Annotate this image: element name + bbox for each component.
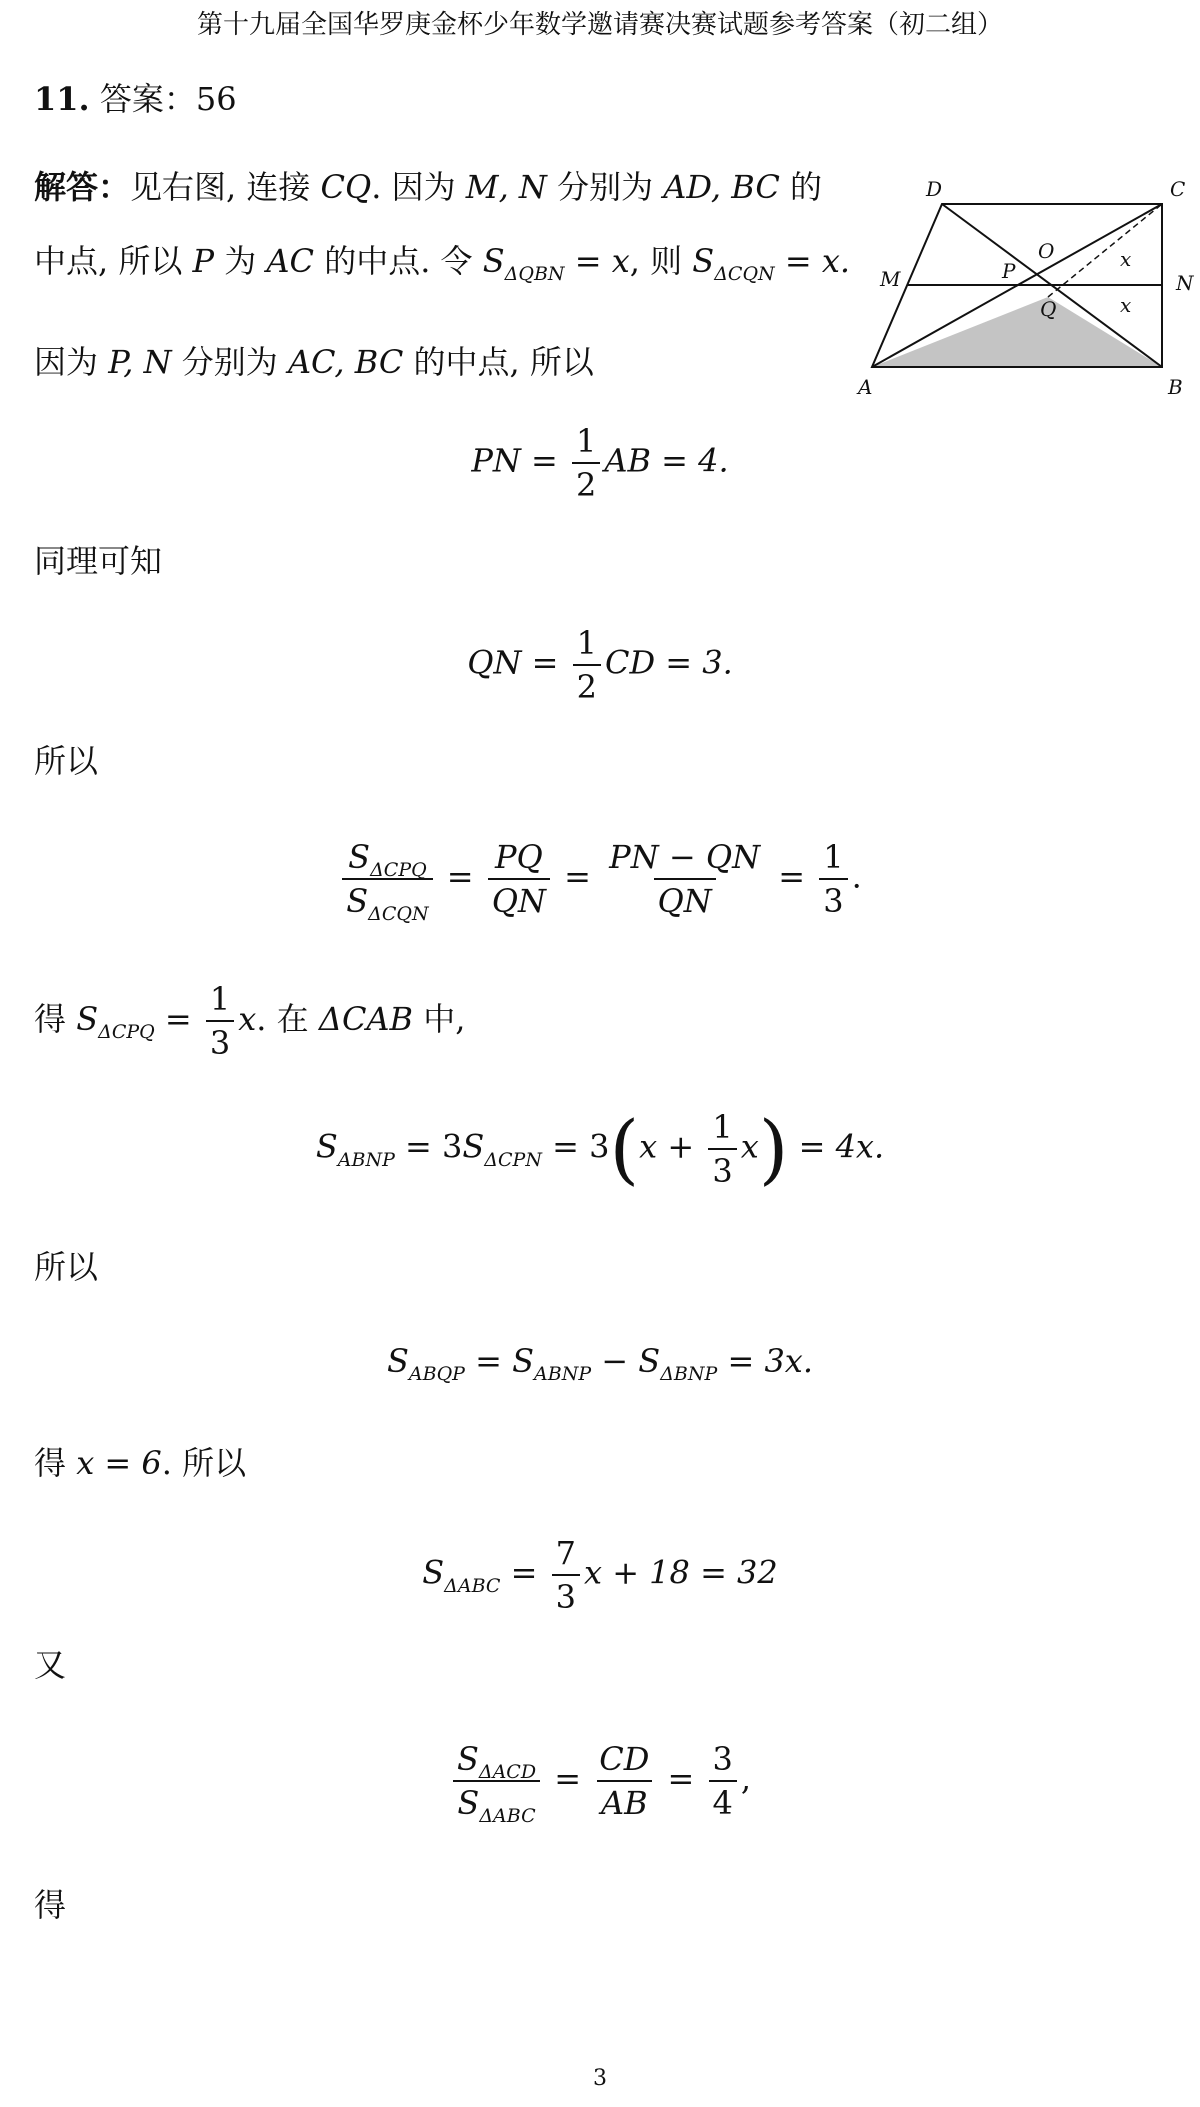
eq-text: .: [851, 857, 862, 896]
denominator: 3: [206, 1020, 234, 1062]
fraction: [453, 1740, 540, 1827]
text: CQ: [320, 168, 372, 206]
text: S: [482, 242, 505, 280]
text: =: [154, 999, 202, 1038]
dashed-cq: [1048, 204, 1162, 297]
text: . 因为: [371, 168, 466, 206]
problem-number: 11.: [34, 80, 90, 118]
numerator: 7: [555, 1534, 576, 1572]
page-header: 第十九届全国华罗庚金杯少年数学邀请赛决赛试题参考答案（初二组）: [196, 10, 1003, 40]
eq-text: x +: [639, 1127, 705, 1166]
equation-sabc: [0, 1534, 1200, 1616]
label-b: B: [1168, 375, 1183, 399]
denominator: AB: [597, 1780, 652, 1822]
label-p: P: [1002, 259, 1016, 283]
text: , 则: [629, 242, 693, 280]
eq-text: S: [512, 1342, 535, 1380]
fraction: [709, 1740, 737, 1822]
eq-text: =: [436, 857, 484, 896]
eq-text: = 3: [541, 1127, 610, 1166]
eq-text: S: [422, 1553, 445, 1592]
fraction: [342, 838, 432, 925]
fraction: [572, 422, 600, 504]
text: 的中点. 令: [314, 242, 483, 280]
denominator: QN: [488, 878, 550, 920]
subscript: ΔCPQ: [370, 859, 427, 881]
trapezoid-figure: [850, 172, 1200, 404]
eq-text: = 3x.: [717, 1342, 814, 1380]
text-suoyi-2: 所以: [34, 1248, 99, 1286]
text: 分别为: [171, 343, 288, 381]
numerator: PQ: [495, 838, 543, 876]
text-you: 又: [34, 1646, 67, 1684]
denominator: 2: [572, 462, 600, 504]
eq-text: =: [554, 857, 602, 896]
left-paren: (: [609, 1104, 640, 1193]
denominator: QN: [654, 878, 716, 920]
text: ΔCAB: [318, 999, 414, 1038]
text: AC, BC: [287, 343, 404, 381]
page-number: 3: [593, 2066, 607, 2091]
eq-text: −: [591, 1342, 639, 1380]
right-paren: ): [758, 1104, 789, 1193]
equation-qn: [0, 624, 1200, 706]
text: AD, BC: [663, 168, 780, 206]
eq-text: =: [544, 1759, 592, 1798]
eq-text: S: [348, 838, 371, 876]
text: S: [76, 999, 99, 1038]
solution-line-3: [34, 343, 594, 381]
label-m: M: [880, 267, 901, 291]
text: P, N: [108, 343, 172, 381]
subscript: ΔCPQ: [98, 1020, 155, 1043]
eq-text: PN =: [471, 441, 568, 480]
eq-text: = 4x.: [788, 1127, 885, 1166]
denominator: [453, 1780, 539, 1827]
subscript: ΔABC: [479, 1805, 536, 1827]
text: P: [192, 242, 215, 280]
label-d: D: [926, 177, 943, 201]
text: 因为: [34, 343, 109, 381]
denominator: [342, 878, 432, 925]
fraction: [573, 624, 601, 706]
numerator: [344, 838, 431, 881]
denominator: 3: [708, 1148, 736, 1190]
eq-text: S: [456, 1740, 479, 1778]
text: = x: [564, 242, 630, 280]
equation-abqp: [0, 1342, 1200, 1385]
subscript: ABNP: [337, 1148, 395, 1171]
text: x = 6: [76, 1444, 162, 1482]
eq-text: =: [464, 1342, 513, 1380]
text-de-final: 得: [34, 1886, 67, 1924]
text: 的: [779, 168, 823, 206]
numerator: 1: [209, 980, 231, 1018]
fraction: [206, 980, 234, 1063]
subscript: ABQP: [408, 1363, 465, 1385]
denominator: 2: [573, 664, 601, 706]
eq-text: = 3: [394, 1127, 463, 1166]
text-de-scpq: [34, 980, 465, 1063]
fraction: [819, 838, 847, 920]
answer-label: 答案：: [99, 80, 196, 118]
subscript: ΔQBN: [504, 263, 565, 285]
eq-text: CD = 3.: [604, 643, 733, 682]
text: 见右图, 连接: [130, 168, 321, 206]
text: 的中点, 所以: [403, 343, 594, 381]
fraction: [552, 1534, 580, 1616]
text: M, N: [465, 168, 547, 206]
equation-ratio: [0, 838, 1200, 925]
subscript: ΔCQN: [368, 903, 429, 925]
eq-text: S: [638, 1342, 661, 1380]
text-x-equals-6: [34, 1444, 246, 1482]
eq-text: =: [500, 1553, 548, 1592]
text: 中,: [413, 999, 466, 1038]
label-x-upper: x: [1120, 247, 1132, 271]
fraction: [708, 1108, 736, 1190]
subscript: ΔABC: [444, 1574, 501, 1597]
text: . 所以: [161, 1444, 247, 1482]
numerator: 1: [823, 838, 844, 876]
denominator: 3: [819, 878, 847, 920]
numerator: 1: [576, 422, 597, 460]
numerator: 1: [712, 1108, 733, 1146]
text-suoyi-1: 所以: [34, 742, 99, 780]
subscript: ΔBNP: [660, 1363, 718, 1385]
eq-text: =: [768, 857, 816, 896]
shaded-triangle-abq: [872, 297, 1162, 367]
equation-pn: [0, 422, 1200, 504]
subscript: ABNP: [534, 1363, 592, 1385]
text: 得: [34, 1444, 77, 1482]
label-a: A: [858, 375, 873, 399]
denominator: 3: [552, 1574, 580, 1616]
eq-text: S: [462, 1127, 485, 1166]
label-o: O: [1038, 239, 1055, 263]
eq-text: S: [386, 1342, 409, 1380]
label-n: N: [1176, 271, 1194, 295]
text: AC: [266, 242, 315, 280]
equation-acd-abc: [0, 1740, 1200, 1827]
numerator: [453, 1740, 540, 1783]
solution-line-2: [34, 242, 851, 285]
eq-text: AB = 4.: [604, 441, 729, 480]
subscript: ΔCPN: [484, 1148, 542, 1171]
solution-line-1: [34, 168, 822, 206]
eq-text: =: [657, 1759, 705, 1798]
text: 中点, 所以: [34, 242, 193, 280]
solution-label: 解答：: [34, 168, 131, 206]
eq-text: ,: [740, 1759, 752, 1798]
subscript: ΔCQN: [714, 263, 775, 285]
text: = x.: [774, 242, 851, 280]
label-c: C: [1170, 177, 1186, 201]
text: x: [238, 999, 257, 1038]
text: . 在: [256, 999, 319, 1038]
label-x-lower: x: [1120, 293, 1132, 317]
subscript: ΔACD: [478, 1761, 537, 1783]
equation-abnp: [0, 1104, 1200, 1193]
fraction: [605, 838, 764, 920]
eq-text: x: [740, 1127, 759, 1166]
numerator: 1: [576, 624, 597, 662]
numerator: PN − QN: [609, 838, 761, 876]
denominator: 4: [709, 1780, 737, 1822]
text: 分别为: [546, 168, 664, 206]
numerator: CD: [599, 1740, 650, 1778]
text: S: [692, 242, 715, 280]
text: 为: [214, 242, 267, 280]
text-tongli: 同理可知: [34, 542, 163, 580]
problem-answer: [34, 80, 237, 118]
answer-value: 56: [195, 80, 237, 118]
fraction: [488, 838, 550, 920]
fraction: [595, 1740, 653, 1822]
eq-text: S: [457, 1784, 480, 1822]
eq-text: S: [346, 882, 369, 920]
eq-text: S: [315, 1127, 338, 1166]
label-q: Q: [1040, 297, 1057, 321]
numerator: 3: [712, 1740, 733, 1778]
eq-text: QN =: [467, 643, 569, 682]
text: 得: [34, 999, 77, 1038]
eq-text: x + 18 = 32: [583, 1553, 778, 1592]
